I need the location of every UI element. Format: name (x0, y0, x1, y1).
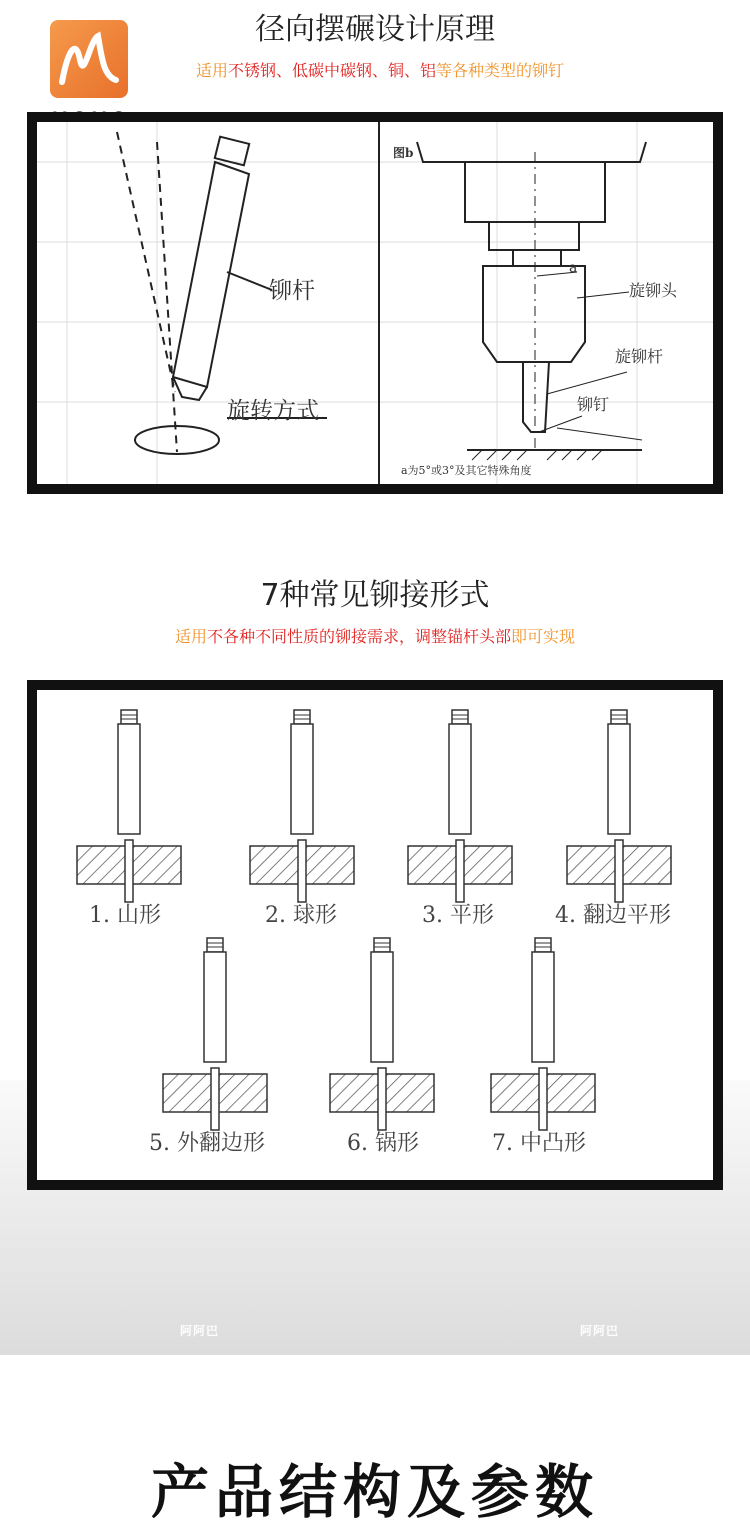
rotating-rod-label: 旋铆杆 (615, 347, 664, 366)
rod-label: 铆杆 (269, 278, 315, 304)
section2-title: 7种常见铆接形式 (260, 578, 490, 613)
angle-note: a为5°或3°及其它特殊角度 (401, 464, 532, 477)
subtitle-part: 等各种类型的铆钉 (436, 61, 565, 80)
rivet-form-6 (330, 938, 434, 1130)
form-label-2: 2. 球形 (265, 903, 337, 928)
section3-title: 产品结构及参数 (150, 1458, 599, 1526)
figure-label: 图b (393, 146, 414, 160)
rivet-label: 铆钉 (577, 395, 610, 414)
form-label-4: 4. 翻边平形 (555, 903, 671, 928)
form-label-6: 6. 锅形 (347, 1131, 419, 1156)
rivet-form-1 (77, 710, 181, 902)
rivet-form-4 (567, 710, 671, 902)
rivet-form-2 (250, 710, 354, 902)
rotation-label: 旋转方式 (227, 398, 319, 424)
principle-diagram-panel (27, 112, 723, 494)
form-label-7: 7. 中凸形 (492, 1131, 586, 1156)
head-label: 旋铆头 (629, 281, 678, 300)
rivet-forms-svg (37, 690, 713, 1180)
rivet-form-5 (163, 938, 267, 1130)
form-label-1: 1. 山形 (89, 903, 161, 928)
form-label-3: 3. 平形 (422, 903, 494, 928)
watermark: 阿阿巴 (180, 1324, 220, 1338)
rivet-forms-panel (27, 680, 723, 1190)
form-label-5: 5. 外翻边形 (149, 1131, 265, 1156)
section1-subtitle (170, 58, 590, 81)
section2-subtitle (0, 624, 750, 647)
principle-diagram-svg (37, 122, 713, 484)
angle-symbol: a (569, 260, 578, 276)
rivet-form-3 (408, 710, 512, 902)
watermark: 阿阿巴 (580, 1324, 620, 1338)
subtitle-part: 不锈钢、低碳中碳钢、铜、铝 (227, 61, 436, 80)
subtitle-part: 适用 (174, 627, 207, 646)
subtitle-part: 不各种不同性质的铆接需求，调整锚杆头部 (206, 627, 511, 646)
section1-title: 径向摆碾设计原理 (255, 12, 495, 47)
subtitle-part: 适用 (195, 61, 228, 80)
subtitle-part: 即可实现 (511, 627, 576, 646)
rivet-form-7 (491, 938, 595, 1130)
